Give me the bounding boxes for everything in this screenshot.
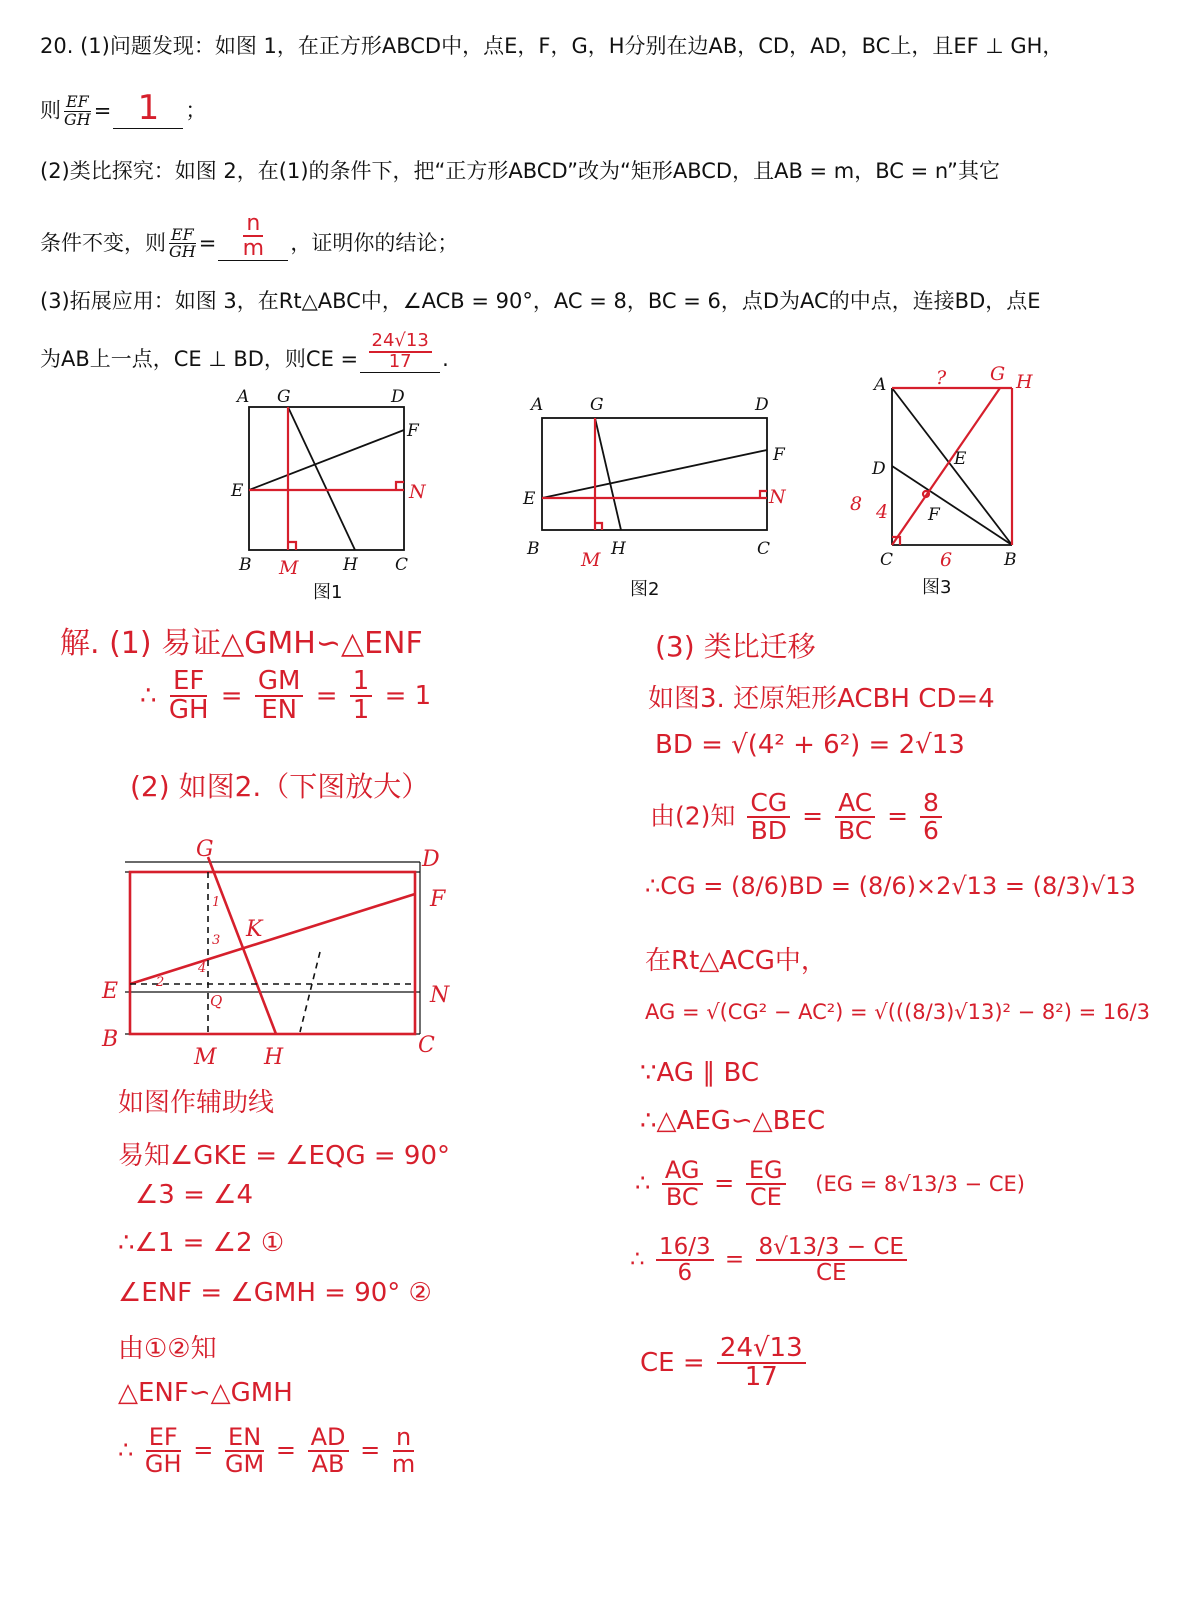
svg-text:N: N xyxy=(769,486,786,508)
svg-text:M: M xyxy=(194,1045,217,1070)
figure-2-enlarged xyxy=(100,832,470,1072)
svg-text:A: A xyxy=(874,375,887,395)
problem-part1-line2: 则 $\frac{EF}{GH}$ = 1 ； xyxy=(40,88,207,130)
sol-left-line9: 由①②知 xyxy=(118,1334,217,1364)
sol-left-line4: 如图作辅助线 xyxy=(118,1088,275,1118)
problem-part3-line2: 为AB上一点，CE ⊥ BD，则CE = $\frac{24√13}{17}$ . xyxy=(40,330,449,372)
svg-text:G: G xyxy=(196,837,214,862)
svg-text:D: D xyxy=(422,847,440,872)
sol-right-line9: ∴△AEG∽△BEC xyxy=(640,1106,826,1136)
sol-left-line1: 解. (1) 易证△GMH∽△ENF xyxy=(60,626,423,661)
svg-text:C: C xyxy=(880,550,894,570)
svg-text:E: E xyxy=(231,481,244,501)
figure-3 xyxy=(840,360,1050,570)
svg-text:8: 8 xyxy=(850,493,863,515)
sol-right-line12: CE = $\frac{24√13}{17}$ xyxy=(640,1335,810,1392)
svg-text:M: M xyxy=(279,557,299,579)
figure-3-caption: 图3 xyxy=(922,577,952,598)
svg-text:2: 2 xyxy=(156,975,165,990)
sol-left-line8: ∠ENF = ∠GMH = 90° ② xyxy=(118,1278,432,1308)
sol-left-line3: (2) 如图2.（下图放大） xyxy=(130,770,430,803)
svg-text:H: H xyxy=(1016,371,1033,393)
sol-right-line1: (3) 类比迁移 xyxy=(655,630,816,663)
svg-text:M: M xyxy=(581,549,601,570)
svg-text:6: 6 xyxy=(940,549,953,570)
svg-text:H: H xyxy=(611,539,626,559)
sol-left-line10: △ENF∽△GMH xyxy=(118,1378,293,1408)
svg-text:?: ? xyxy=(936,367,947,389)
sol-left-line6: ∠3 = ∠4 xyxy=(135,1180,254,1210)
svg-text:E: E xyxy=(954,449,967,469)
sol-right-line11: ∴ $\frac{16/3}{6}$ = $\frac{8√13/3 - CE}{CE}$ xyxy=(630,1235,911,1285)
sol-right-line6: 在Rt△ACG中， xyxy=(645,946,827,976)
sol-right-line10: ∴ $\frac{AG}{BC}$ = $\frac{EG}{CE}$ (EG = 8√13/3 − CE) xyxy=(635,1156,1025,1212)
sol-right-line5: ∴CG = (8/6)BD = (8/6)×2√13 = (8/3)√13 xyxy=(645,872,1136,900)
svg-text:B: B xyxy=(527,539,540,559)
figure-2-caption: 图2 xyxy=(630,579,660,600)
problem-part3-line1: (3)拓展应用：如图 3，在Rt△ABC中，∠ACB = 90°，AC = 8，BC = 6，点D为AC的中点，连接BD，点E xyxy=(40,289,1041,313)
svg-text:H: H xyxy=(343,555,358,575)
svg-text:4: 4 xyxy=(198,961,207,976)
svg-text:H: H xyxy=(264,1045,284,1070)
sol-left-line11: ∴ $\frac{EF}{GH}$ = $\frac{EN}{GM}$ = $\frac{AD}{AB}$ = $\frac{n}{m}$ xyxy=(118,1423,416,1479)
svg-text:B: B xyxy=(102,1027,119,1052)
answer2-blank: $\frac{n}{m}$ xyxy=(218,212,288,261)
svg-text:C: C xyxy=(395,555,409,575)
svg-text:Q: Q xyxy=(210,992,223,1010)
svg-text:E: E xyxy=(523,489,536,509)
problem-part1-line1: 20. (1)问题发现：如图 1，在正方形ABCD中，点E，F，G，H分别在边AB，CD，AD，BC上，且EF ⊥ GH， xyxy=(40,34,1064,58)
svg-text:B: B xyxy=(239,555,252,575)
sol-left-line7: ∴∠1 = ∠2 ① xyxy=(118,1228,285,1258)
svg-text:1: 1 xyxy=(212,895,221,910)
sol-right-line7: AG = √(CG² − AC²) = √(((8/3)√13)² − 8²) = 16/3 xyxy=(645,1000,1150,1024)
svg-text:A: A xyxy=(237,387,250,407)
svg-text:A: A xyxy=(531,395,544,415)
sol-right-line2: 如图3. 还原矩形ACBH CD=4 xyxy=(648,684,995,714)
ef-gh-fraction: $\frac{EF}{GH}$ xyxy=(64,92,91,130)
problem-part2-line2: 条件不变，则 $\frac{EF}{GH}$ = $\frac{n}{m}$ ，证明你的结论； xyxy=(40,211,459,262)
sol-left-line5: 易知∠GKE = ∠EQG = 90° xyxy=(118,1141,450,1171)
svg-text:D: D xyxy=(872,459,886,479)
svg-text:F: F xyxy=(773,445,785,465)
svg-text:F: F xyxy=(928,505,940,525)
svg-text:N: N xyxy=(430,983,450,1008)
svg-text:F: F xyxy=(407,421,419,441)
figure-1-caption: 图1 xyxy=(313,582,343,603)
svg-text:G: G xyxy=(590,395,604,415)
answer3-blank: $\frac{24√13}{17}$ xyxy=(360,332,440,373)
figure-1 xyxy=(225,380,445,580)
sol-left-line2: ∴ $\frac{EF}{GH}$ = $\frac{GM}{EN}$ = $\frac{1}{1}$ = 1 xyxy=(140,666,432,726)
sol-right-line4: 由(2)知 $\frac{CG}{BD}$ = $\frac{AC}{BC}$ = $\frac{8}{6}$ xyxy=(650,790,946,845)
svg-text:G: G xyxy=(277,387,291,407)
svg-text:D: D xyxy=(755,395,769,415)
svg-text:B: B xyxy=(1004,550,1017,570)
answer1-blank: 1 xyxy=(113,88,183,129)
ef-gh-fraction-2: $\frac{EF}{GH}$ xyxy=(169,224,196,262)
sol-right-line3: BD = √(4² + 6²) = 2√13 xyxy=(655,730,965,760)
svg-text:F: F xyxy=(430,887,446,912)
svg-text:E: E xyxy=(102,979,119,1004)
svg-text:C: C xyxy=(757,539,771,559)
svg-text:D: D xyxy=(391,387,405,407)
sol-right-line8: ∵AG ∥ BC xyxy=(640,1058,760,1088)
svg-text:4: 4 xyxy=(876,501,889,523)
svg-text:G: G xyxy=(990,363,1006,385)
problem-part2-line1: (2)类比探究：如图 2，在(1)的条件下，把“正方形ABCD”改为“矩形ABCD，且AB = m，BC = n”其它 xyxy=(40,159,1000,183)
svg-text:K: K xyxy=(246,917,263,942)
svg-text:N: N xyxy=(409,481,426,503)
svg-text:C: C xyxy=(418,1033,435,1058)
svg-text:3: 3 xyxy=(212,933,221,948)
figure-2 xyxy=(515,390,795,570)
